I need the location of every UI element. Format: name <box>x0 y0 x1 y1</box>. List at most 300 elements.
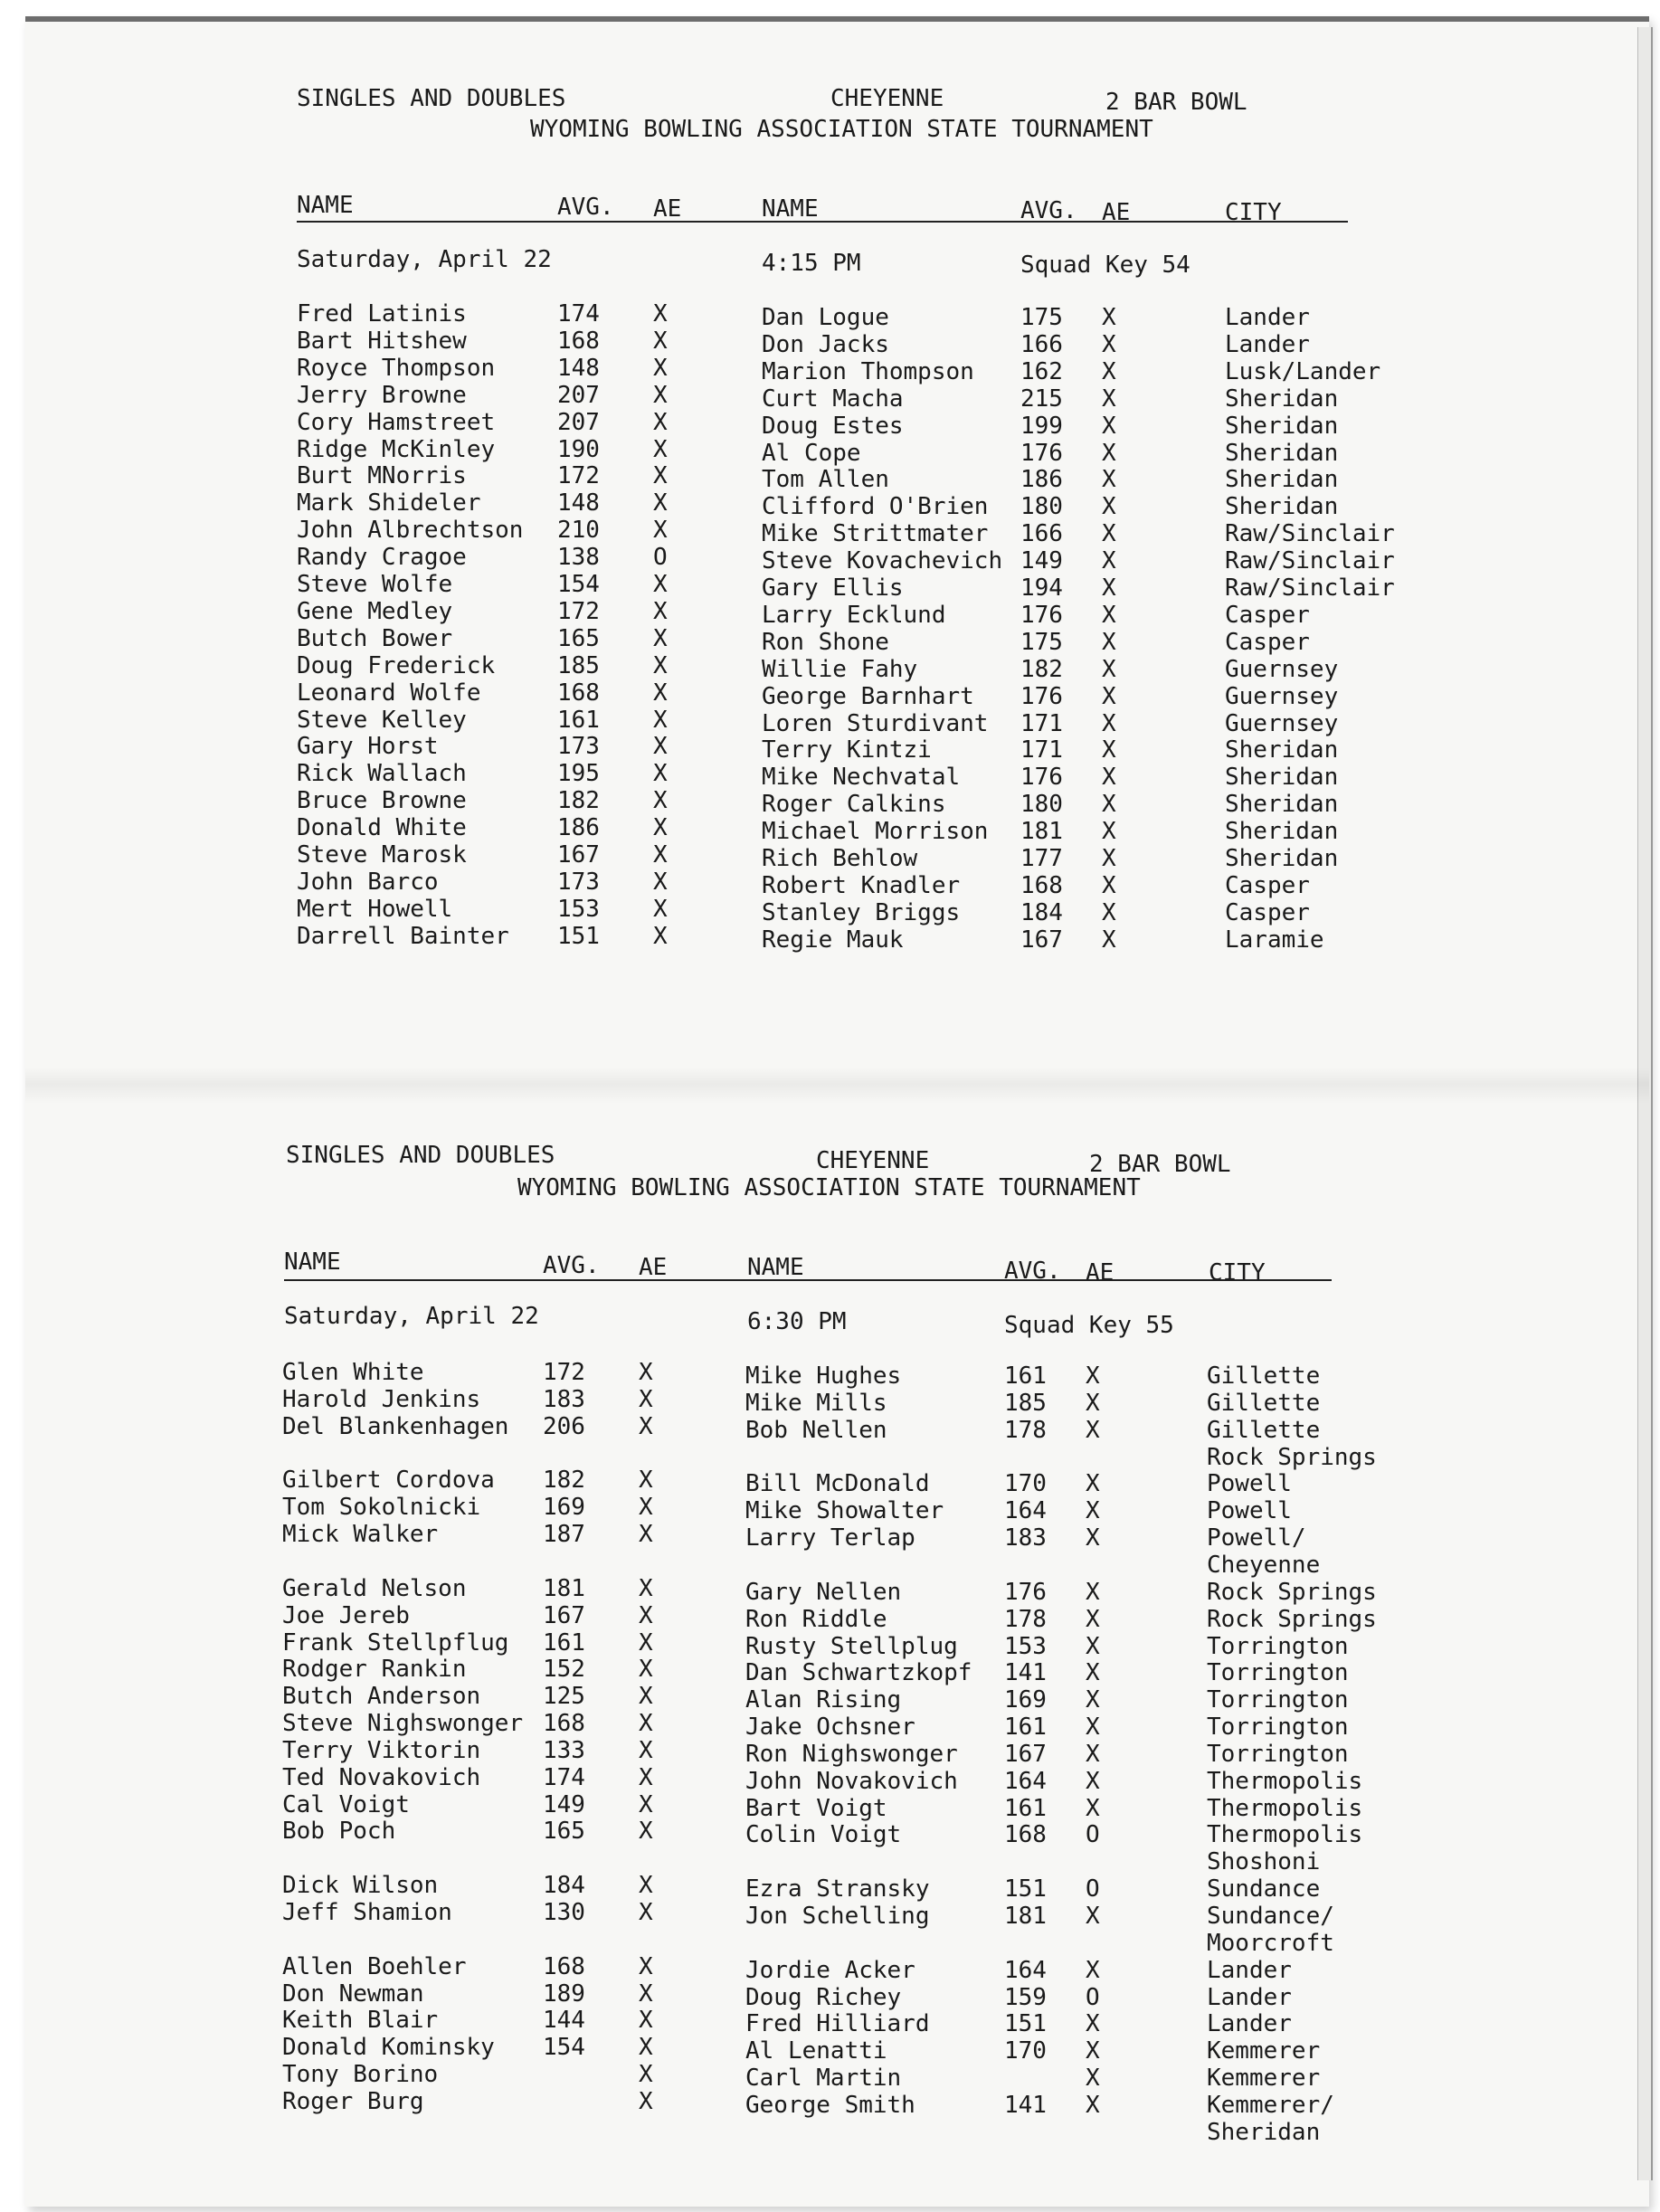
partner-average: 170 <box>1004 2037 1047 2065</box>
partner-average: 164 <box>1004 1768 1047 1795</box>
player-ae: X <box>639 1710 653 1737</box>
partner-average: 183 <box>1004 1524 1047 1552</box>
player-ae: X <box>653 489 668 517</box>
player-ae: X <box>639 1872 653 1899</box>
player-average: 174 <box>557 300 600 328</box>
team-city: Gillette <box>1207 1362 1321 1390</box>
player-ae: X <box>653 300 668 328</box>
player-ae: X <box>639 1629 653 1657</box>
partner-average: 194 <box>1020 574 1063 602</box>
partner-name: Regie Mauk <box>762 926 904 954</box>
partner-name: Rusty Stellplug <box>745 1633 958 1660</box>
team-city: Powell/ <box>1207 1524 1306 1552</box>
player-average: 210 <box>557 517 600 544</box>
player-ae: X <box>639 1494 653 1521</box>
player-average: 125 <box>543 1683 585 1710</box>
partner-name: Mike Hughes <box>745 1362 902 1390</box>
partner-name: Mike Strittmater <box>762 520 989 547</box>
partner-average: 153 <box>1004 1633 1047 1660</box>
partner-name: John Novakovich <box>745 1768 958 1795</box>
player-ae: X <box>653 841 668 869</box>
team-city: Sheridan <box>1225 818 1339 845</box>
partner-name: Roger Calkins <box>762 791 946 818</box>
player-ae: X <box>639 1656 653 1683</box>
partner-name: Ezra Stransky <box>745 1875 930 1903</box>
player-ae: X <box>639 1683 653 1710</box>
player-name: Donald Kominsky <box>282 2034 495 2061</box>
partner-ae: X <box>1086 1903 1100 1930</box>
partner-name: Carl Martin <box>745 2065 902 2092</box>
player-name: Jerry Browne <box>297 382 467 409</box>
team-city: Sheridan <box>1225 466 1339 493</box>
partner-average: 161 <box>1004 1795 1047 1822</box>
player-name: Gene Medley <box>297 598 453 625</box>
partner-average: 186 <box>1020 466 1063 493</box>
col-header-partner-avg: AVG. <box>1004 1258 1061 1285</box>
partner-name: Mike Nechvatal <box>762 764 961 791</box>
partner-ae: O <box>1086 1821 1100 1848</box>
partner-name: Fred Hilliard <box>745 2010 930 2037</box>
partner-name: Rich Behlow <box>762 845 918 872</box>
event-title: SINGLES AND DOUBLES <box>286 1142 555 1169</box>
header-rule <box>284 1279 1332 1281</box>
tournament-title: WYOMING BOWLING ASSOCIATION STATE TOURNAMENT <box>530 116 1153 143</box>
team-city: Powell <box>1207 1470 1292 1497</box>
player-name: Gilbert Cordova <box>282 1467 495 1494</box>
col-header-name: NAME <box>284 1248 341 1276</box>
player-name: Royce Thompson <box>297 355 496 382</box>
team-city: Lander <box>1225 304 1310 331</box>
player-name: Tony Borino <box>282 2061 439 2088</box>
event-title: SINGLES AND DOUBLES <box>297 85 566 112</box>
partner-average: 178 <box>1004 1417 1047 1444</box>
partner-average: 180 <box>1020 493 1063 520</box>
partner-average: 141 <box>1004 2092 1047 2119</box>
player-ae: X <box>653 462 668 489</box>
player-ae: X <box>653 787 668 814</box>
player-ae: X <box>639 1467 653 1494</box>
venue-title: 2 BAR BOWL <box>1105 89 1247 116</box>
player-average: 167 <box>557 841 600 869</box>
player-average: 181 <box>543 1575 585 1602</box>
partner-ae: X <box>1102 440 1116 467</box>
team-city: Sundance/ <box>1207 1903 1334 1930</box>
player-average: 184 <box>543 1872 585 1899</box>
partner-ae: X <box>1102 413 1116 440</box>
partner-ae: X <box>1086 2010 1100 2037</box>
partner-name: Gary Ellis <box>762 574 904 602</box>
partner-ae: X <box>1086 1497 1100 1524</box>
partner-name: Bill McDonald <box>745 1470 930 1497</box>
partner-name: Dan Schwartzkopf <box>745 1659 972 1686</box>
partner-ae: X <box>1102 872 1116 899</box>
col-header-city: CITY <box>1209 1259 1266 1286</box>
team-city: Lander <box>1225 331 1310 358</box>
col-header-ae: AE <box>653 195 682 223</box>
player-name: Steve Marosk <box>297 841 467 869</box>
team-city: Sheridan <box>1225 791 1339 818</box>
partner-ae: X <box>1086 2065 1100 2092</box>
partner-average: 176 <box>1020 440 1063 467</box>
team-city: Torrington <box>1207 1633 1349 1660</box>
team-city: Torrington <box>1207 1714 1349 1741</box>
player-ae: X <box>653 733 668 760</box>
partner-ae: X <box>1086 1659 1100 1686</box>
player-name: Ted Novakovich <box>282 1764 481 1791</box>
partner-name: Michael Morrison <box>762 818 989 845</box>
partner-ae: X <box>1102 926 1116 954</box>
player-name: Terry Viktorin <box>282 1737 481 1764</box>
player-average: 183 <box>543 1386 585 1413</box>
partner-ae: X <box>1086 1633 1100 1660</box>
player-name: Bruce Browne <box>297 787 467 814</box>
partner-ae: X <box>1102 574 1116 602</box>
col-header-partner-ae: AE <box>1102 199 1131 226</box>
partner-ae: X <box>1102 736 1116 764</box>
team-city: Rock Springs <box>1207 1444 1377 1471</box>
tournament-title: WYOMING BOWLING ASSOCIATION STATE TOURNAMENT <box>517 1174 1141 1201</box>
partner-average: 168 <box>1020 872 1063 899</box>
player-average: 172 <box>557 598 600 625</box>
partner-average: 168 <box>1004 1821 1047 1848</box>
partner-name: Ron Shone <box>762 629 889 656</box>
team-city: Guernsey <box>1225 710 1339 737</box>
partner-name: Don Jacks <box>762 331 889 358</box>
player-ae: X <box>653 707 668 734</box>
team-city: Sheridan <box>1225 385 1339 413</box>
player-average: 189 <box>543 1980 585 2008</box>
team-city: Cheyenne <box>1207 1552 1321 1579</box>
partner-name: Colin Voigt <box>745 1821 902 1848</box>
player-ae: X <box>653 814 668 841</box>
team-city: Raw/Sinclair <box>1225 547 1395 574</box>
partner-ae: X <box>1102 547 1116 574</box>
player-name: Doug Frederick <box>297 652 496 679</box>
player-name: Leonard Wolfe <box>297 679 481 707</box>
col-header-partner-avg: AVG. <box>1020 197 1077 224</box>
player-name: Joe Jereb <box>282 1602 410 1629</box>
partner-ae: X <box>1086 1795 1100 1822</box>
partner-average: 162 <box>1020 358 1063 385</box>
partner-name: Robert Knadler <box>762 872 961 899</box>
player-average: 168 <box>543 1710 585 1737</box>
team-city: Rock Springs <box>1207 1579 1377 1606</box>
player-ae: X <box>639 1521 653 1548</box>
partner-average: 167 <box>1004 1741 1047 1768</box>
player-ae: X <box>639 1602 653 1629</box>
player-average: 168 <box>557 679 600 707</box>
partner-ae: X <box>1102 385 1116 413</box>
team-city: Sheridan <box>1225 845 1339 872</box>
player-average: 165 <box>543 1818 585 1845</box>
partner-average: 215 <box>1020 385 1063 413</box>
partner-ae: X <box>1102 656 1116 683</box>
player-name: Mick Walker <box>282 1521 439 1548</box>
partner-ae: X <box>1102 791 1116 818</box>
partner-average: 178 <box>1004 1606 1047 1633</box>
player-ae: X <box>653 679 668 707</box>
team-city: Sundance <box>1207 1875 1321 1903</box>
col-header-avg: AVG. <box>543 1252 600 1279</box>
player-name: Tom Sokolnicki <box>282 1494 481 1521</box>
player-average: 154 <box>557 571 600 598</box>
partner-ae: X <box>1086 1714 1100 1741</box>
team-city: Moorcroft <box>1207 1930 1334 1957</box>
partner-ae: X <box>1086 1417 1100 1444</box>
partner-ae: X <box>1086 1606 1100 1633</box>
partner-ae: X <box>1102 466 1116 493</box>
partner-average: 151 <box>1004 2010 1047 2037</box>
partner-average: 175 <box>1020 304 1063 331</box>
partner-ae: X <box>1102 629 1116 656</box>
partner-name: Gary Nellen <box>745 1579 902 1606</box>
partner-average: 180 <box>1020 791 1063 818</box>
partner-name: George Barnhart <box>762 683 974 710</box>
partner-name: Mike Mills <box>745 1390 887 1417</box>
player-average: 149 <box>543 1791 585 1818</box>
team-city: Torrington <box>1207 1741 1349 1768</box>
partner-name: Clifford O'Brien <box>762 493 989 520</box>
partner-average: 166 <box>1020 520 1063 547</box>
team-city: Lander <box>1207 1957 1292 1984</box>
player-name: Ridge McKinley <box>297 436 496 463</box>
partner-ae: X <box>1086 1470 1100 1497</box>
player-ae: X <box>653 355 668 382</box>
team-city: Raw/Sinclair <box>1225 520 1395 547</box>
player-name: Bart Hitshew <box>297 328 467 355</box>
partner-name: George Smith <box>745 2092 915 2119</box>
player-average: 161 <box>557 707 600 734</box>
partner-name: Tom Allen <box>762 466 889 493</box>
partner-name: Stanley Briggs <box>762 899 961 926</box>
partner-average: 164 <box>1004 1497 1047 1524</box>
partner-average: 169 <box>1004 1686 1047 1714</box>
partner-ae: X <box>1086 1524 1100 1552</box>
player-average: 173 <box>557 869 600 896</box>
partner-ae: X <box>1102 602 1116 629</box>
partner-name: Steve Kovachevich <box>762 547 1003 574</box>
partner-average: 170 <box>1004 1470 1047 1497</box>
player-ae: X <box>639 1413 653 1440</box>
team-city: Rock Springs <box>1207 1606 1377 1633</box>
partner-name: Dan Logue <box>762 304 889 331</box>
player-name: Harold Jenkins <box>282 1386 481 1413</box>
partner-average: 161 <box>1004 1714 1047 1741</box>
team-city: Kemmerer <box>1207 2037 1321 2065</box>
partner-ae: X <box>1102 331 1116 358</box>
player-name: Roger Burg <box>282 2088 424 2115</box>
team-city: Sheridan <box>1225 413 1339 440</box>
team-city: Powell <box>1207 1497 1292 1524</box>
col-header-city: CITY <box>1225 199 1282 226</box>
player-ae: X <box>639 1575 653 1602</box>
partner-name: Bart Voigt <box>745 1795 887 1822</box>
city-title: CHEYENNE <box>830 85 944 112</box>
player-name: Steve Nighswonger <box>282 1710 524 1737</box>
player-ae: X <box>653 760 668 787</box>
team-city: Thermopolis <box>1207 1768 1363 1795</box>
partner-name: Jon Schelling <box>745 1903 930 1930</box>
player-ae: X <box>653 436 668 463</box>
player-ae: X <box>639 1764 653 1791</box>
partner-ae: X <box>1102 710 1116 737</box>
player-average: 161 <box>543 1629 585 1657</box>
player-average: 133 <box>543 1737 585 1764</box>
player-name: Butch Bower <box>297 625 453 652</box>
partner-ae: X <box>1102 304 1116 331</box>
player-ae: X <box>653 923 668 950</box>
player-name: Bob Poch <box>282 1818 396 1845</box>
partner-average: 166 <box>1020 331 1063 358</box>
col-header-partner-ae: AE <box>1086 1259 1115 1286</box>
partner-average: 171 <box>1020 710 1063 737</box>
team-city: Gillette <box>1207 1390 1321 1417</box>
player-name: Gary Horst <box>297 733 439 760</box>
player-name: Keith Blair <box>282 2007 439 2034</box>
player-name: Rick Wallach <box>297 760 467 787</box>
team-city: Casper <box>1225 899 1310 926</box>
player-average: 169 <box>543 1494 585 1521</box>
partner-name: Marion Thompson <box>762 358 974 385</box>
player-ae: X <box>639 1818 653 1845</box>
player-ae: X <box>653 598 668 625</box>
player-name: Donald White <box>297 814 467 841</box>
partner-name: Larry Terlap <box>745 1524 915 1552</box>
player-ae: X <box>639 1980 653 2008</box>
player-ae: X <box>639 1386 653 1413</box>
player-ae: X <box>653 517 668 544</box>
partner-ae: X <box>1102 358 1116 385</box>
col-header-partner-name: NAME <box>762 195 819 223</box>
player-name: Darrell Bainter <box>297 923 509 950</box>
team-city: Lander <box>1207 1984 1292 2011</box>
partner-name: Alan Rising <box>745 1686 902 1714</box>
team-city: Casper <box>1225 629 1310 656</box>
partner-average: 159 <box>1004 1984 1047 2011</box>
player-name: Burt MNorris <box>297 462 467 489</box>
partner-average: 199 <box>1020 413 1063 440</box>
player-average: 185 <box>557 652 600 679</box>
squad-key: Squad Key 55 <box>1004 1312 1174 1339</box>
partner-average: 151 <box>1004 1875 1047 1903</box>
partner-name: Al Lenatti <box>745 2037 887 2065</box>
team-city: Sheridan <box>1225 493 1339 520</box>
partner-ae: X <box>1086 1741 1100 1768</box>
partner-average: 181 <box>1020 818 1063 845</box>
player-ae: X <box>653 409 668 436</box>
partner-name: Al Cope <box>762 440 861 467</box>
player-name: Gerald Nelson <box>282 1575 467 1602</box>
player-name: Fred Latinis <box>297 300 467 328</box>
partner-average: 176 <box>1020 764 1063 791</box>
col-header-avg: AVG. <box>557 194 614 221</box>
player-ae: X <box>653 382 668 409</box>
partner-ae: X <box>1102 520 1116 547</box>
partner-average: 167 <box>1020 926 1063 954</box>
partner-ae: X <box>1086 1768 1100 1795</box>
partner-name: Curt Macha <box>762 385 904 413</box>
team-city: Guernsey <box>1225 656 1339 683</box>
partner-average: 176 <box>1020 683 1063 710</box>
player-ae: X <box>653 625 668 652</box>
player-ae: X <box>639 1737 653 1764</box>
partner-ae: X <box>1102 899 1116 926</box>
player-name: Steve Kelley <box>297 707 467 734</box>
player-name: Del Blankenhagen <box>282 1413 509 1440</box>
partner-average: 171 <box>1020 736 1063 764</box>
squad-key: Squad Key 54 <box>1020 252 1190 279</box>
partner-average: 177 <box>1020 845 1063 872</box>
venue-title: 2 BAR BOWL <box>1089 1151 1231 1178</box>
player-ae: X <box>639 1791 653 1818</box>
partner-name: Willie Fahy <box>762 656 918 683</box>
partner-average: 161 <box>1004 1362 1047 1390</box>
player-ae: X <box>639 1899 653 1926</box>
player-average: 168 <box>543 1953 585 1980</box>
player-average: 190 <box>557 436 600 463</box>
player-name: Butch Anderson <box>282 1683 481 1710</box>
partner-name: Jake Ochsner <box>745 1714 915 1741</box>
team-city: Sheridan <box>1225 440 1339 467</box>
partner-average: 164 <box>1004 1957 1047 1984</box>
partner-ae: X <box>1086 2092 1100 2119</box>
player-average: 153 <box>557 896 600 923</box>
partner-name: Terry Kintzi <box>762 736 932 764</box>
player-average: 172 <box>557 462 600 489</box>
player-average: 148 <box>557 489 600 517</box>
partner-ae: X <box>1102 683 1116 710</box>
partner-name: Doug Estes <box>762 413 904 440</box>
player-ae: X <box>639 2007 653 2034</box>
city-title: CHEYENNE <box>816 1147 930 1174</box>
player-average: 154 <box>543 2034 585 2061</box>
player-name: Mark Shideler <box>297 489 481 517</box>
col-header-ae: AE <box>639 1254 668 1281</box>
player-name: Mert Howell <box>297 896 453 923</box>
player-name: Glen White <box>282 1359 424 1386</box>
team-city: Sheridan <box>1225 764 1339 791</box>
player-name: Cory Hamstreet <box>297 409 496 436</box>
player-name: Cal Voigt <box>282 1791 410 1818</box>
player-name: Frank Stellpflug <box>282 1629 509 1657</box>
player-ae: X <box>653 652 668 679</box>
partner-average: 184 <box>1020 899 1063 926</box>
player-name: Randy Cragoe <box>297 544 467 571</box>
player-name: Allen Boehler <box>282 1953 467 1980</box>
player-ae: O <box>653 544 668 571</box>
player-average: 186 <box>557 814 600 841</box>
player-name: Rodger Rankin <box>282 1656 467 1683</box>
team-city: Sheridan <box>1207 2119 1321 2146</box>
team-city: Lusk/Lander <box>1225 358 1381 385</box>
player-ae: X <box>653 328 668 355</box>
player-ae: X <box>653 571 668 598</box>
player-ae: X <box>639 2088 653 2115</box>
team-city: Casper <box>1225 602 1310 629</box>
player-name: John Albrechtson <box>297 517 524 544</box>
player-average: 182 <box>543 1467 585 1494</box>
partner-average: 182 <box>1020 656 1063 683</box>
team-city: Gillette <box>1207 1417 1321 1444</box>
player-average: 174 <box>543 1764 585 1791</box>
partner-average: 181 <box>1004 1903 1047 1930</box>
player-average: 152 <box>543 1656 585 1683</box>
partner-ae: X <box>1086 1579 1100 1606</box>
player-average: 195 <box>557 760 600 787</box>
team-city: Kemmerer <box>1207 2065 1321 2092</box>
team-city: Laramie <box>1225 926 1324 954</box>
player-average: 138 <box>557 544 600 571</box>
